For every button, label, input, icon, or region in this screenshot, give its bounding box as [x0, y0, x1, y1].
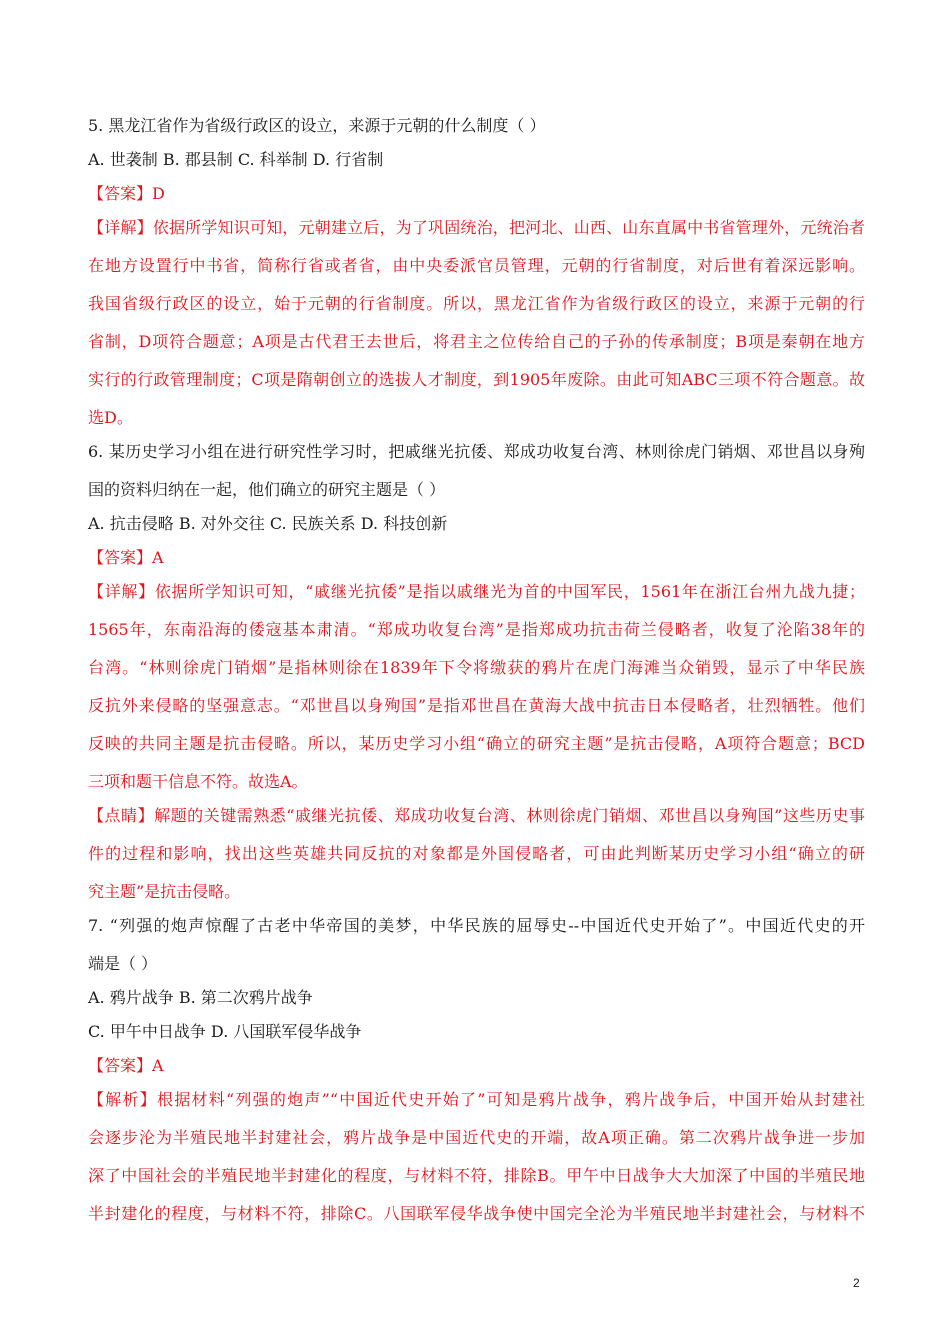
question-7-stem-line: 7. “列强的炮声惊醒了古老中华帝国的美梦，中华民族的屈辱史--中国近代史开始了”。中国近代史的开	[88, 916, 865, 935]
question-7-stem-line: 端是（ ）	[88, 954, 158, 973]
question-7-answer: 【答案】A	[88, 1056, 164, 1075]
question-6-explanation-line: 反抗外来侵略的坚强意志。“邓世昌以身殉国”是指邓世昌在黄海大战中抗击日本侵略者，壮烈牺牲。他们	[88, 696, 865, 715]
question-6-explanation-line: 【详解】依据所学知识可知，“戚继光抗倭”是指以戚继光为首的中国军民，1561年在浙江台州九战九捷；	[88, 582, 865, 601]
question-5-explanation-line: 选D。	[88, 408, 133, 427]
question-7-analysis-line: 深了中国社会的半殖民地半封建化的程度，与材料不符，排除B。甲午中日战争大大加深了中国的半殖民地	[88, 1166, 865, 1185]
page-number: 2	[853, 1276, 860, 1290]
question-5-options: A. 世袭制 B. 郡县制 C. 科举制 D. 行省制	[88, 150, 384, 169]
question-5-explanation-line: 【详解】依据所学知识可知，元朝建立后，为了巩固统治，把河北、山西、山东直属中书省管理外，元统治者	[88, 218, 865, 237]
question-5-explanation-line: 我国省级行政区的设立，始于元朝的行省制度。所以，黑龙江省作为省级行政区的设立，来源于元朝的行	[88, 294, 865, 313]
question-6-explanation-line: 1565年，东南沿海的倭寇基本肃清。“郑成功收复台湾”是指郑成功抗击荷兰侵略者，收复了沦陷38年的	[88, 620, 865, 639]
question-6-options: A. 抗击侵略 B. 对外交往 C. 民族关系 D. 科技创新	[88, 514, 448, 533]
question-5-stem: 5. 黑龙江省作为省级行政区的设立，来源于元朝的什么制度（ ）	[88, 116, 546, 135]
question-6-stem-line: 6. 某历史学习小组在进行研究性学习时，把戚继光抗倭、郑成功收复台湾、林则徐虎门销烟、邓世昌以身殉	[88, 442, 865, 461]
question-5-explanation-line: 在地方设置行中书省，简称行省或者省，由中央委派官员管理，元朝的行省制度，对后世有着深远影响。	[88, 256, 865, 275]
question-6-answer: 【答案】A	[88, 548, 164, 567]
question-6-explanation-line: 台湾。“林则徐虎门销烟”是指林则徐在1839年下令将缴获的鸦片在虎门海滩当众销毁，显示了中华民族	[88, 658, 865, 677]
question-5-explanation-line: 实行的行政管理制度；C项是隋朝创立的选拔人才制度，到1905年废除。由此可知ABC三项不符合题意。故	[88, 370, 865, 389]
question-7-options-line: A. 鸦片战争 B. 第二次鸦片战争	[88, 988, 313, 1007]
question-7-analysis-line: 【解析】根据材料“列强的炮声”“中国近代史开始了”可知是鸦片战争，鸦片战争后，中国开始从封建社	[88, 1090, 865, 1109]
question-7-analysis-line: 会逐步沦为半殖民地半封建社会，鸦片战争是中国近代史的开端，故A项正确。第二次鸦片战争进一步加	[88, 1128, 865, 1147]
question-7-analysis-line: 半封建化的程度，与材料不符，排除C。八国联军侵华战争使中国完全沦为半殖民地半封建社会，与材料不	[88, 1204, 865, 1223]
question-6-explanation-line: 反映的共同主题是抗击侵略。所以，某历史学习小组“确立的研究主题”是抗击侵略，A项符合题意；BCD	[88, 734, 865, 753]
question-6-stem-line: 国的资料归纳在一起，他们确立的研究主题是（ ）	[88, 480, 446, 499]
question-6-explanation-line: 三项和题干信息不符。故选A。	[88, 772, 308, 791]
question-6-tip-line: 究主题”是抗击侵略。	[88, 882, 241, 901]
question-6-tip-line: 件的过程和影响，找出这些英雄共同反抗的对象都是外国侵略者，可由此判断某历史学习小组“确立的研	[88, 844, 865, 863]
question-5-explanation-line: 省制，D项符合题意；A项是古代君王去世后，将君主之位传给自己的子孙的传承制度；B项是秦朝在地方	[88, 332, 865, 351]
question-5-answer: 【答案】D	[88, 184, 165, 203]
question-6-tip-line: 【点睛】解题的关键需熟悉“戚继光抗倭、郑成功收复台湾、林则徐虎门销烟、邓世昌以身殉国”这些历史事	[88, 806, 865, 825]
question-7-options-line: C. 甲午中日战争 D. 八国联军侵华战争	[88, 1022, 362, 1041]
